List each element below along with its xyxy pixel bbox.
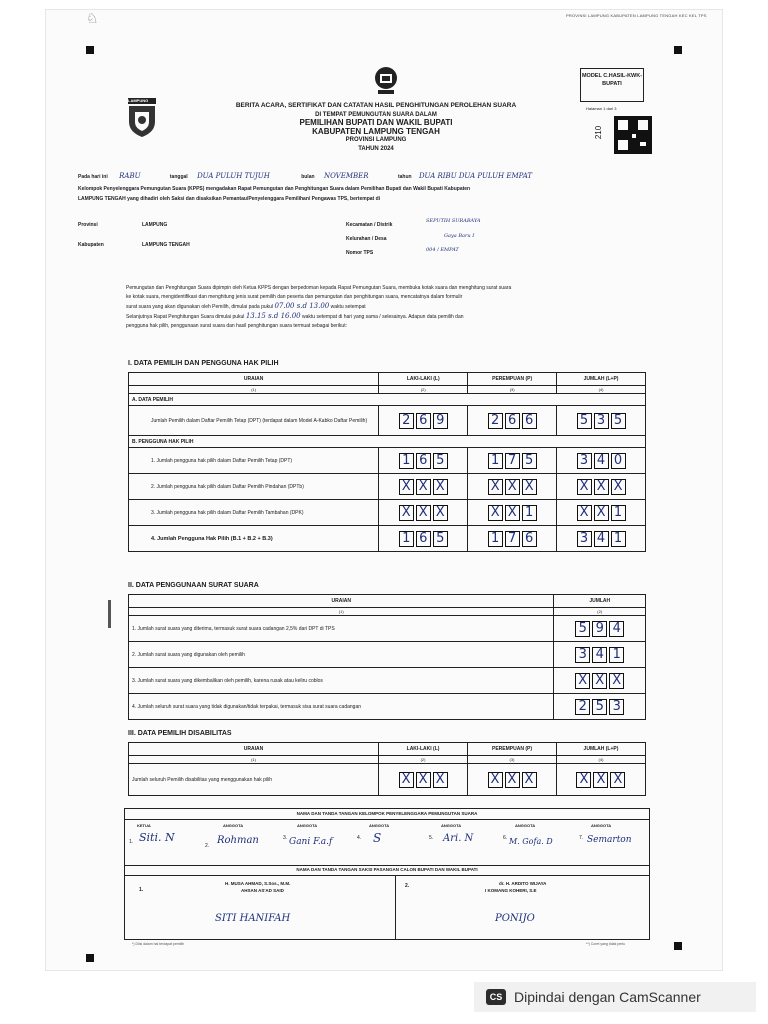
digit-cell: 4 bbox=[592, 647, 607, 663]
row-ss2-label: 2. Jumlah surat suara yang digunakan oleh pemilih bbox=[129, 642, 554, 668]
kabupaten-value: LAMPUNG TENGAH bbox=[142, 242, 190, 248]
digit-cell: X bbox=[505, 772, 520, 788]
digit-group bbox=[560, 479, 642, 495]
digit-cell: X bbox=[416, 479, 431, 495]
subsection-b-title: B. PENGGUNA HAK PILIH bbox=[129, 436, 646, 448]
digit-cell: 5 bbox=[433, 531, 448, 547]
signature-box bbox=[124, 808, 650, 940]
kelurahan-value: Gaya Baru I bbox=[444, 233, 475, 239]
digit-group bbox=[471, 531, 553, 547]
digit-cell: 4 bbox=[609, 621, 624, 637]
kecamatan-value: SEPUTIH SURABAYA bbox=[426, 218, 481, 224]
ketua-label: KETUA bbox=[137, 823, 151, 828]
paragraph-line-3-pre: surat suara yang akan digunakan oleh Pemilih, dimulai pada pukul bbox=[126, 304, 274, 310]
digit-cell: X bbox=[433, 772, 448, 788]
kpps-signature-1: Siti. N bbox=[139, 831, 175, 844]
row-b2-label: 2. Jumlah pengguna hak pilih dalam Daftar Pemilih Pindahan (DPTb) bbox=[129, 474, 379, 500]
intro-line-1 bbox=[78, 172, 532, 180]
kpps-signature-2: Rohman bbox=[217, 835, 259, 846]
digit-cell: X bbox=[488, 772, 503, 788]
digit-cell: 5 bbox=[522, 453, 537, 469]
anggota-label-5: ANGGOTA bbox=[441, 823, 462, 828]
digit-cell: X bbox=[522, 479, 537, 495]
registration-mark-br bbox=[674, 942, 682, 950]
row-b4-j bbox=[557, 526, 646, 552]
divider bbox=[125, 875, 649, 876]
digit-group bbox=[557, 673, 642, 689]
tanggal-value: DUA PULUH TUJUH bbox=[197, 172, 270, 180]
digit-cell: X bbox=[433, 479, 448, 495]
digit-cell: 3 bbox=[575, 647, 590, 663]
digit-cell: 3 bbox=[609, 699, 624, 715]
digit-cell: 6 bbox=[416, 531, 431, 547]
staple-mark: ♘ bbox=[86, 10, 99, 26]
digit-cell: 6 bbox=[416, 453, 431, 469]
tps-label: Nomor TPS bbox=[346, 250, 374, 256]
row-b2-l bbox=[379, 474, 468, 500]
paragraph-line-2: ke kotak suara, mengidentifikasi dan menghitung jenis surat pemilih dan peserta dan pemungutan dan penghitungan suara, mencatatnya dalam formulir bbox=[126, 294, 463, 300]
section-2-table bbox=[128, 594, 646, 720]
col-num-4: (4) bbox=[557, 386, 646, 394]
tahun-label: tahun bbox=[397, 174, 412, 180]
digit-cell: X bbox=[505, 505, 520, 521]
paragraph-line-4-post: waktu setempat di hari yang sama / selesainya. Adapun data pemilih dan bbox=[302, 314, 464, 320]
col-laki: LAKI-LAKI (L) bbox=[379, 743, 468, 756]
digit-cell: X bbox=[522, 772, 537, 788]
digit-cell: X bbox=[593, 772, 608, 788]
digit-cell: X bbox=[610, 772, 625, 788]
saksi-2-pair-2: I KOMANG KOHERI, S.E bbox=[485, 888, 537, 893]
digit-cell: X bbox=[594, 479, 609, 495]
row-b3-p bbox=[468, 500, 557, 526]
anggota-label-2: ANGGOTA bbox=[223, 823, 244, 828]
row-disabilitas-l bbox=[379, 764, 468, 796]
digit-cell: X bbox=[592, 673, 607, 689]
col-num-3: (3) bbox=[468, 386, 557, 394]
row-b1-p bbox=[468, 448, 557, 474]
digit-cell: 0 bbox=[611, 453, 626, 469]
digit-cell: 1 bbox=[399, 531, 414, 547]
row-a-j bbox=[557, 406, 646, 436]
digit-cell: X bbox=[505, 479, 520, 495]
provinsi-label: Provinsi bbox=[78, 222, 98, 228]
section-1-table bbox=[128, 372, 646, 552]
saksi-1-pair: H. MUSA AHMAD, S.Sos., M.M. bbox=[225, 881, 291, 886]
side-margin-mark bbox=[108, 600, 111, 628]
digit-cell: X bbox=[399, 505, 414, 521]
camscanner-text: Dipindai dengan CamScanner bbox=[514, 989, 701, 1005]
row-disabilitas-j bbox=[556, 764, 645, 796]
digit-group bbox=[382, 772, 464, 788]
digit-cell: 1 bbox=[488, 453, 503, 469]
digit-cell: X bbox=[488, 479, 503, 495]
registration-mark-bl bbox=[86, 954, 94, 962]
col-num-1: (1) bbox=[129, 756, 379, 764]
model-code-box: MODEL C.HASIL-KWK-BUPATI bbox=[580, 68, 644, 102]
digit-group bbox=[560, 531, 642, 547]
title-line-3: PEMILIHAN BUPATI DAN WAKIL BUPATI bbox=[299, 118, 453, 127]
digit-cell: 2 bbox=[488, 413, 503, 429]
sig-num-7: 7. bbox=[579, 835, 584, 841]
document-title bbox=[166, 102, 586, 153]
paragraph-line-3 bbox=[126, 302, 666, 312]
subsection-a-title: A. DATA PEMILIH bbox=[129, 394, 646, 406]
digit-group bbox=[560, 772, 642, 788]
digit-group bbox=[382, 505, 464, 521]
saksi-2-name: PONIJO bbox=[495, 913, 535, 924]
paragraph-line-4-pre: Selanjutnya Rapat Penghitungan Suara dimulai pukul bbox=[126, 314, 245, 320]
kelurahan-label: Kelurahan / Desa bbox=[346, 236, 387, 242]
digit-cell: X bbox=[609, 673, 624, 689]
row-b1-l bbox=[379, 448, 468, 474]
digit-cell: X bbox=[577, 479, 592, 495]
voting-time: 07.00 s.d 13.00 bbox=[274, 302, 330, 310]
digit-cell: X bbox=[488, 505, 503, 521]
kpps-signature-6: M. Gofa. D bbox=[509, 837, 553, 846]
page-indicator: Halaman 1 dari 3 bbox=[586, 106, 617, 111]
anggota-label-4: ANGGOTA bbox=[369, 823, 390, 828]
kpu-logo-icon bbox=[374, 66, 398, 96]
digit-group bbox=[560, 453, 642, 469]
sig-num-1: 1. bbox=[129, 839, 134, 845]
saksi-2-number: 2. bbox=[405, 883, 410, 889]
title-line-6: TAHUN 2024 bbox=[358, 145, 394, 152]
intro-line-3: LAMPUNG TENGAH yang dihadiri oleh Saksi dan disaksikan Pemantau/Penyelenggara Pemilihan/ Pengawas TPS, bertempat di bbox=[78, 196, 381, 202]
row-ss1-value bbox=[554, 616, 646, 642]
digit-group bbox=[557, 699, 642, 715]
row-b2-j bbox=[557, 474, 646, 500]
saksi-signature-title: NAMA DAN TANDA TANGAN SAKSI PASANGAN CALON BUPATI DAN WAKIL BUPATI bbox=[296, 867, 478, 872]
digit-group bbox=[557, 647, 642, 663]
digit-cell: 1 bbox=[522, 505, 537, 521]
digit-group bbox=[471, 479, 553, 495]
digit-group bbox=[382, 453, 464, 469]
digit-cell: X bbox=[575, 673, 590, 689]
col-num-1: (1) bbox=[129, 386, 379, 394]
camscanner-logo-icon: CS bbox=[486, 989, 506, 1005]
row-ss4-value bbox=[554, 694, 646, 720]
tahun-value: DUA RIBU DUA PULUH EMPAT bbox=[418, 172, 533, 180]
digit-cell: X bbox=[399, 479, 414, 495]
counting-time: 13.15 s.d 16.00 bbox=[245, 312, 301, 320]
digit-cell: 9 bbox=[592, 621, 607, 637]
digit-group bbox=[471, 772, 553, 788]
col-laki: LAKI-LAKI (L) bbox=[379, 373, 468, 386]
section-3-table bbox=[128, 742, 646, 796]
col-num-3: (3) bbox=[468, 756, 557, 764]
col-uraian: URAIAN bbox=[129, 373, 379, 386]
digit-group bbox=[382, 413, 464, 429]
digit-cell: 4 bbox=[594, 531, 609, 547]
digit-cell: 9 bbox=[433, 413, 448, 429]
bulan-label: bulan bbox=[301, 174, 315, 180]
digit-cell: 3 bbox=[577, 531, 592, 547]
row-disabilitas-p bbox=[468, 764, 557, 796]
paragraph-line-1: Pemungutan dan Penghitungan Suara dipimpin oleh Ketua KPPS dengan berpedoman kepada Rapat Pemungutan Suara, membuka kotak suara dan menghitung surat suara bbox=[126, 285, 512, 291]
row-b1-label: 1. Jumlah pengguna hak pilih dalam Daftar Pemilih Tetap (DPT) bbox=[129, 448, 379, 474]
col-jumlah: JUMLAH (L+P) bbox=[556, 743, 645, 756]
sig-num-2: 2. bbox=[205, 843, 210, 849]
col-perempuan: PEREMPUAN (P) bbox=[468, 373, 557, 386]
digit-cell: 3 bbox=[577, 453, 592, 469]
col-num-2: (2) bbox=[379, 756, 468, 764]
title-line-5: PROVINSI LAMPUNG bbox=[345, 137, 407, 143]
row-b4-l bbox=[379, 526, 468, 552]
anggota-label-7: ANGGOTA bbox=[591, 823, 612, 828]
digit-group bbox=[382, 479, 464, 495]
row-ss1-label: 1. Jumlah surat suara yang diterima, termasuk surat suara cadangan 2,5% dari DPT di TPS bbox=[129, 616, 554, 642]
kpps-signature-3: Gani F.a.f bbox=[289, 837, 333, 847]
camscanner-badge bbox=[474, 982, 756, 1012]
col-uraian: URAIAN bbox=[129, 743, 379, 756]
divider bbox=[125, 865, 649, 866]
digit-cell: X bbox=[611, 479, 626, 495]
intro-line-2: Kelompok Penyelenggara Pemungutan Suara (KPPS) mengadakan Rapat Pemungutan dan Penghitungan Suara dalam Pemilihan Bupati dan Wakil Bupati Kabupaten bbox=[78, 186, 471, 192]
digit-cell: 2 bbox=[575, 699, 590, 715]
section-3-title: III. DATA PEMILIH DISABILITAS bbox=[128, 730, 232, 737]
kpps-signature-7: Semarton bbox=[587, 835, 632, 845]
row-ss2-value bbox=[554, 642, 646, 668]
divider bbox=[395, 875, 396, 939]
footer-note-right: **) Coret yang tidak perlu bbox=[586, 942, 626, 946]
anggota-label-3: ANGGOTA bbox=[297, 823, 318, 828]
row-b3-l bbox=[379, 500, 468, 526]
col-num-2: (2) bbox=[379, 386, 468, 394]
digit-cell: 7 bbox=[505, 453, 520, 469]
sig-num-3: 3. bbox=[283, 835, 288, 841]
digit-group bbox=[471, 505, 553, 521]
kpps-signature-title: NAMA DAN TANDA TANGAN KELOMPOK PENYELENGGARA PEMUNGUTAN SUARA bbox=[296, 811, 478, 816]
tps-value: 004 / EMPAT bbox=[426, 247, 459, 253]
sig-num-6: 6. bbox=[503, 835, 508, 841]
kpps-signature-5: Ari. N bbox=[443, 833, 474, 844]
sig-num-4: 4. bbox=[357, 835, 362, 841]
anggota-label-6: ANGGOTA bbox=[515, 823, 536, 828]
tanggal-label: tanggal bbox=[169, 174, 188, 180]
col-jumlah: JUMLAH (L+P) bbox=[557, 373, 646, 386]
footer-note-left: *) Diisi dalam hal terdapat pemilih bbox=[132, 942, 185, 946]
digit-cell: 4 bbox=[594, 453, 609, 469]
col-num-2: (2) bbox=[554, 608, 646, 616]
row-b3-j bbox=[557, 500, 646, 526]
digit-cell: 1 bbox=[611, 505, 626, 521]
digit-cell: 5 bbox=[433, 453, 448, 469]
digit-cell: 5 bbox=[592, 699, 607, 715]
digit-cell: 2 bbox=[399, 413, 414, 429]
row-b4-label: 4. Jumlah Pengguna Hak Pilih (B.1 + B.2 + B.3) bbox=[129, 526, 379, 552]
kpps-signature-4: S bbox=[373, 831, 382, 845]
kecamatan-label: Kecamatan / Distrik bbox=[346, 222, 393, 228]
digit-cell: 7 bbox=[505, 531, 520, 547]
digit-group bbox=[560, 505, 642, 521]
digit-cell: X bbox=[416, 772, 431, 788]
digit-cell: X bbox=[594, 505, 609, 521]
row-b3-label: 3. Jumlah pengguna hak pilih dalam Daftar Pemilih Tambahan (DPK) bbox=[129, 500, 379, 526]
qr-code-icon bbox=[614, 116, 652, 154]
title-line-1: BERITA ACARA, SERTIFIKAT DAN CATATAN HASIL PENGHITUNGAN PEROLEHAN SUARA bbox=[235, 102, 517, 109]
row-disabilitas-label: Jumlah seluruh Pemilih disabilitas yang menggunakan hak pilih bbox=[129, 764, 379, 796]
section-1-title: I. DATA PEMILIH DAN PENGGUNA HAK PILIH bbox=[128, 360, 279, 367]
col-uraian: URAIAN bbox=[129, 595, 554, 608]
digit-group bbox=[382, 531, 464, 547]
pada-hari-label: Pada hari ini bbox=[78, 174, 108, 180]
row-b1-j bbox=[557, 448, 646, 474]
hari-value: RABU bbox=[119, 172, 141, 180]
row-ss3-value bbox=[554, 668, 646, 694]
lampung-province-logo-icon bbox=[126, 98, 158, 138]
digit-cell: X bbox=[416, 505, 431, 521]
digit-cell: 5 bbox=[577, 413, 592, 429]
kabupaten-label: Kabupaten bbox=[78, 242, 104, 248]
saksi-1-name: SITI HANIFAH bbox=[215, 913, 291, 924]
digit-group bbox=[557, 621, 642, 637]
row-a-p bbox=[468, 406, 557, 436]
digit-cell: 3 bbox=[594, 413, 609, 429]
saksi-1-number: 1. bbox=[139, 887, 144, 893]
col-perempuan: PEREMPUAN (P) bbox=[468, 743, 557, 756]
title-line-4: KABUPATEN LAMPUNG TENGAH bbox=[312, 126, 440, 136]
col-num-1: (1) bbox=[129, 608, 554, 616]
procedure-paragraph bbox=[126, 284, 666, 331]
row-b2-p bbox=[468, 474, 557, 500]
saksi-2-pair: dr. H. ARDITO WIJAYA bbox=[499, 881, 547, 886]
registration-mark-tr bbox=[674, 46, 682, 54]
saksi-1-pair-2: AHSAN AS'AD SAID bbox=[241, 888, 284, 893]
digit-cell: X bbox=[576, 772, 591, 788]
digit-group bbox=[560, 413, 642, 429]
bulan-value: NOVEMBER bbox=[323, 172, 369, 180]
digit-cell: 1 bbox=[488, 531, 503, 547]
digit-cell: X bbox=[577, 505, 592, 521]
divider bbox=[125, 819, 649, 820]
col-jumlah: JUMLAH bbox=[554, 595, 646, 608]
top-strip-text: PROVINSI LAMPUNG KABUPATEN LAMPUNG TENGAH KEC KEL TPS bbox=[566, 13, 707, 18]
digit-group bbox=[471, 453, 553, 469]
digit-cell: 1 bbox=[609, 647, 624, 663]
paragraph-line-5: pengguna hak pilih, penggunaan surat suara dan hasil penghitungan suara termuat sebagai berikut: bbox=[126, 323, 347, 329]
digit-cell: 5 bbox=[575, 621, 590, 637]
digit-cell: 6 bbox=[416, 413, 431, 429]
digit-cell: X bbox=[399, 772, 414, 788]
form-code: 210 bbox=[594, 125, 604, 140]
registration-mark-tl bbox=[86, 46, 94, 54]
digit-cell: 5 bbox=[611, 413, 626, 429]
section-2-title: II. DATA PENGGUNAAN SURAT SUARA bbox=[128, 582, 259, 589]
province-logo-label: LAMPUNG bbox=[128, 98, 149, 103]
title-line-2: DI TEMPAT PEMUNGUTAN SUARA DALAM bbox=[315, 111, 437, 118]
paragraph-line-4 bbox=[126, 312, 666, 322]
row-a-l bbox=[379, 406, 468, 436]
col-num-4: (4) bbox=[556, 756, 645, 764]
digit-cell: 6 bbox=[505, 413, 520, 429]
digit-cell: 6 bbox=[522, 531, 537, 547]
digit-cell: X bbox=[433, 505, 448, 521]
row-a-label: Jumlah Pemilih dalam Daftar Pemilih Tetap (DPT) (terdapat dalam Model A-Kabko Daftar Pemilih) bbox=[129, 406, 379, 436]
paragraph-line-3-post: waktu setempat bbox=[330, 304, 366, 310]
digit-group bbox=[471, 413, 553, 429]
row-b4-p bbox=[468, 526, 557, 552]
digit-cell: 1 bbox=[399, 453, 414, 469]
digit-cell: 6 bbox=[522, 413, 537, 429]
digit-cell: 1 bbox=[611, 531, 626, 547]
row-ss4-label: 4. Jumlah seluruh surat suara yang tidak digunakan/tidak terpakai, termasuk sisa surat suara cadangan bbox=[129, 694, 554, 720]
row-ss3-label: 3. Jumlah surat suara yang dikembalikan oleh pemilih, karena rusak atau keliru coblos bbox=[129, 668, 554, 694]
provinsi-value: LAMPUNG bbox=[142, 222, 168, 228]
sig-num-5: 5. bbox=[429, 835, 434, 841]
